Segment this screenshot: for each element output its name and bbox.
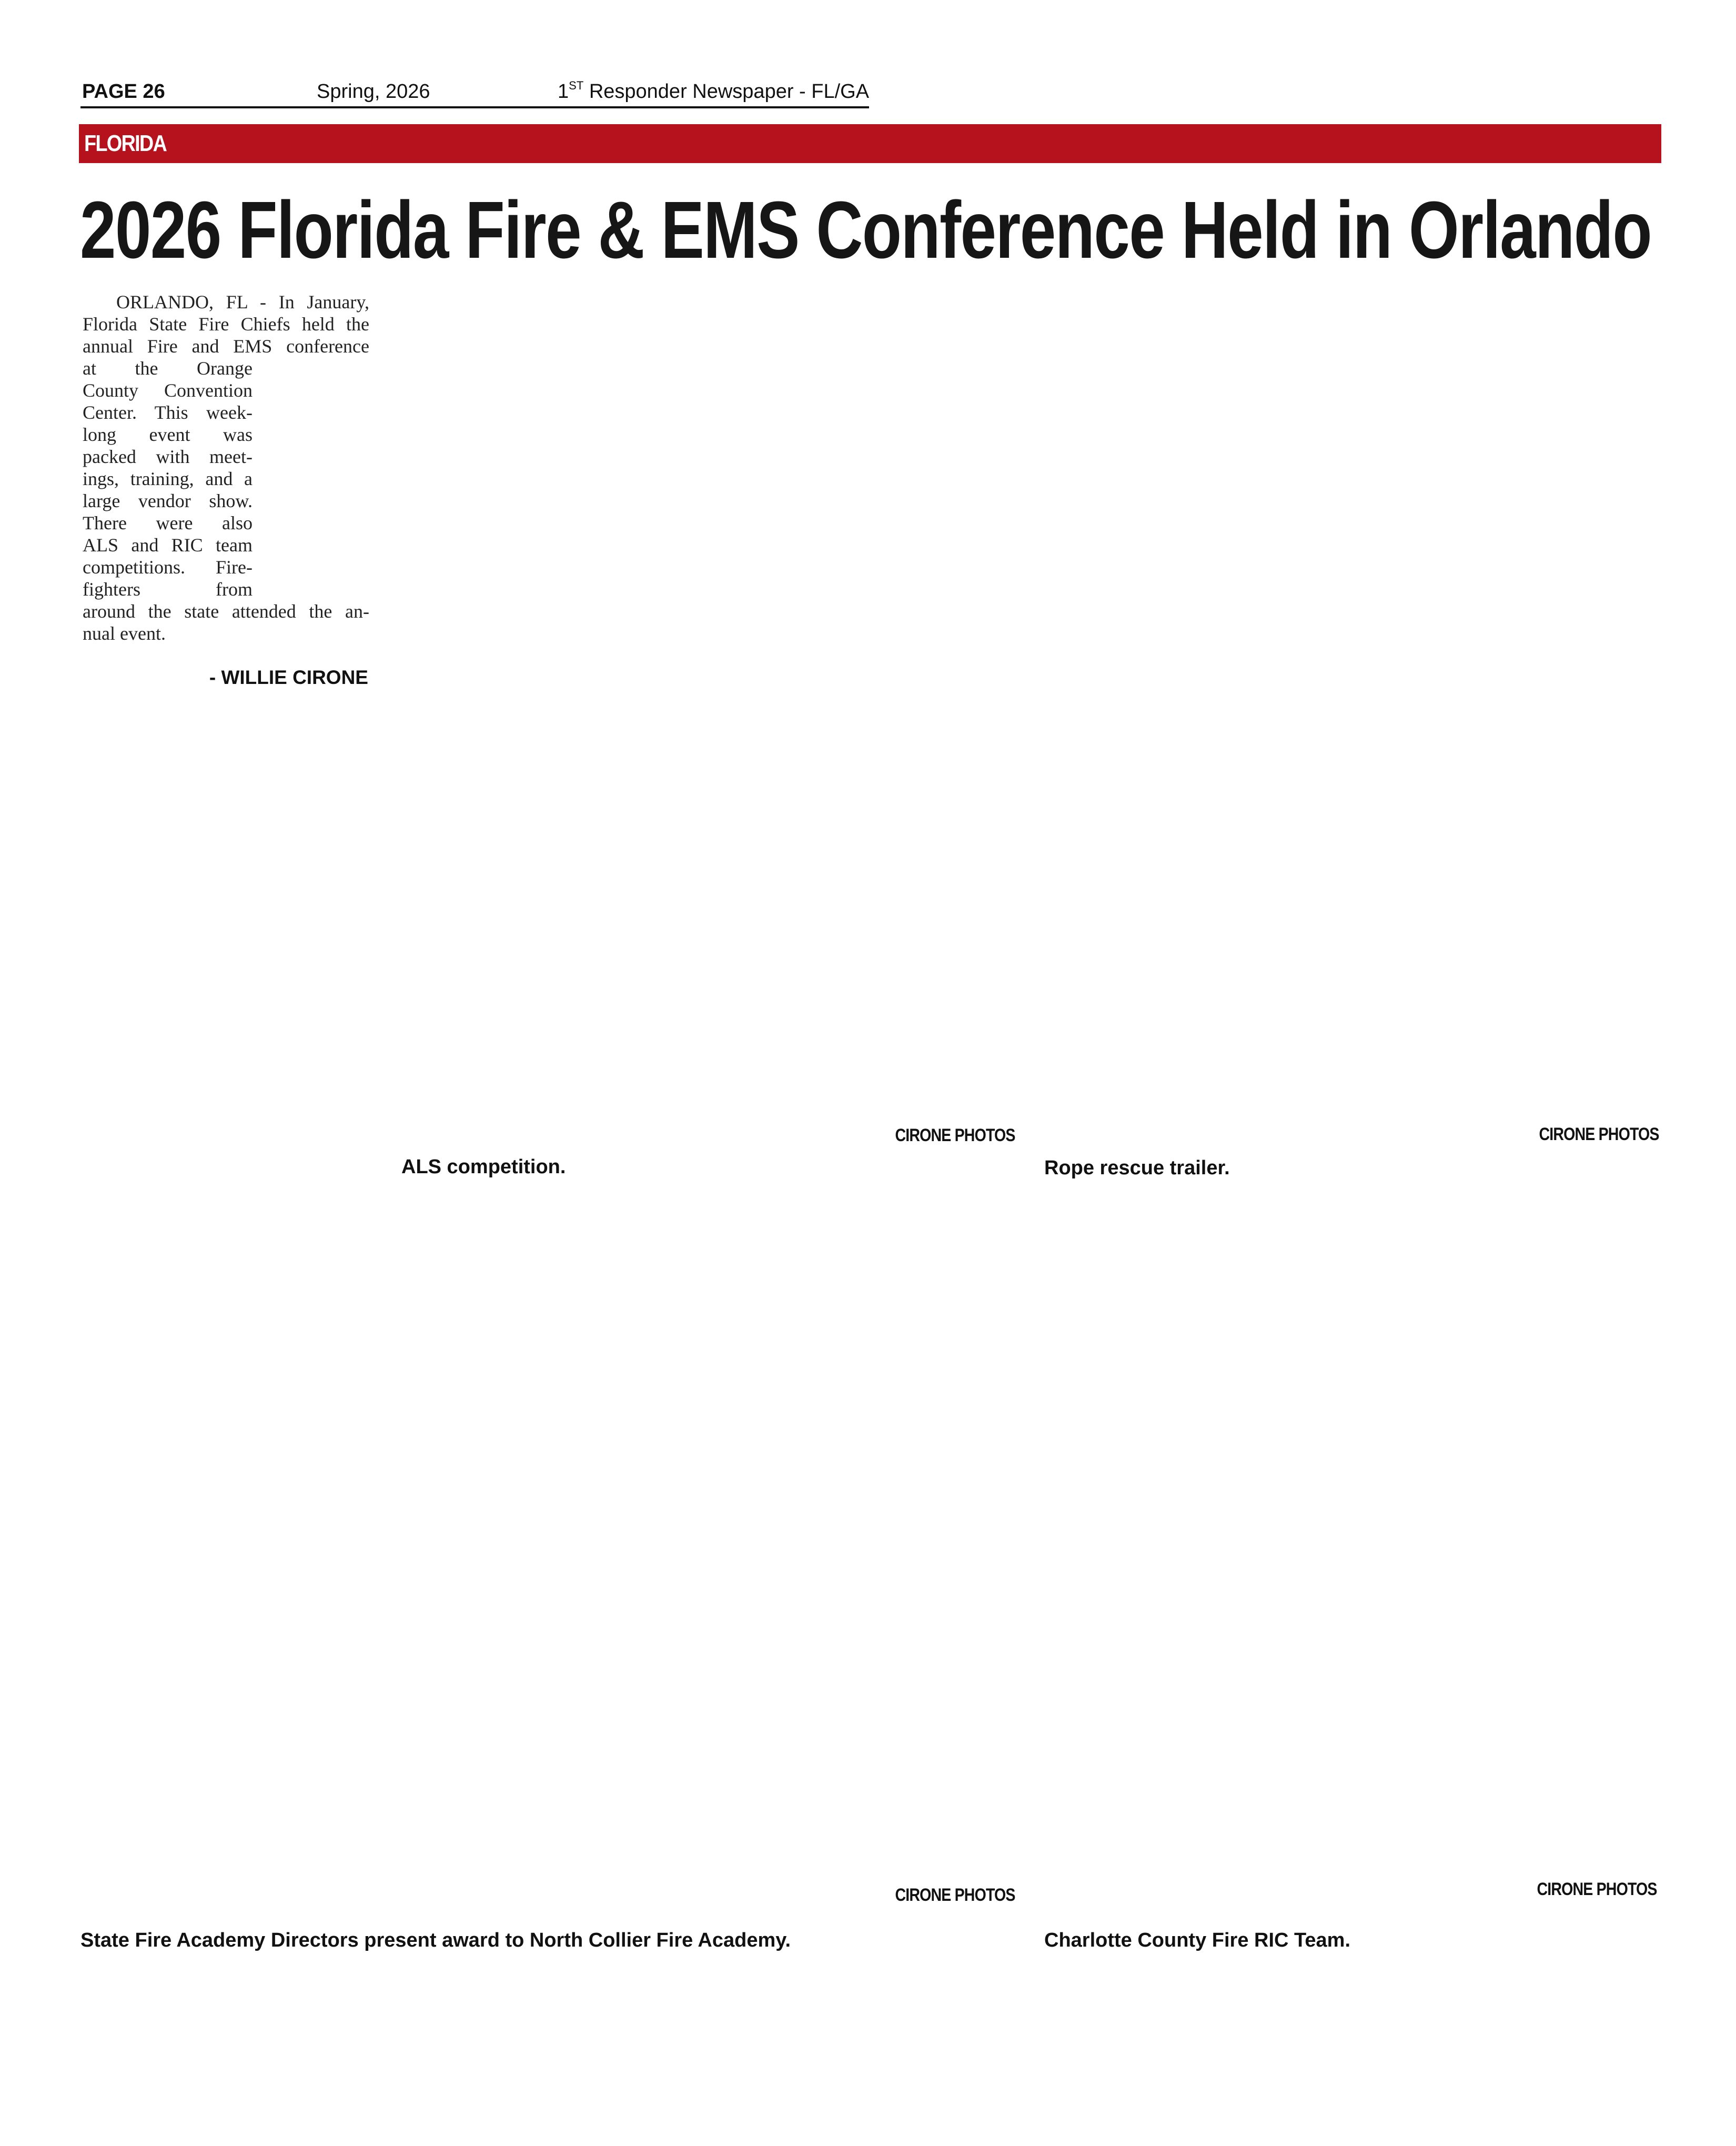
body-line: Center. This week-: [83, 402, 253, 423]
photo-credit: CIRONE PHOTOS: [1537, 1879, 1657, 1899]
issue-date: Spring, 2026: [317, 80, 430, 103]
body-line: ALS and RIC team: [83, 535, 253, 556]
photo-caption: Rope rescue trailer.: [1044, 1157, 1230, 1179]
photo-caption: Charlotte County Fire RIC Team.: [1044, 1929, 1351, 1951]
body-line: around the state attended the an-: [83, 601, 369, 622]
body-line: ORLANDO, FL - In January,: [116, 291, 369, 313]
photo-caption: State Fire Academy Directors present award to North Collier Fire Academy.: [80, 1929, 791, 1951]
body-line: at the Orange: [83, 358, 253, 379]
body-line: annual Fire and EMS conference: [83, 336, 369, 357]
section-label: FLORIDA: [84, 130, 167, 156]
publication-name: [558, 80, 869, 103]
publication-prefix: 1: [558, 80, 569, 103]
body-line: County Convention: [83, 380, 253, 401]
photo-caption: ALS competition.: [401, 1156, 566, 1178]
photo-credit: CIRONE PHOTOS: [895, 1885, 1015, 1905]
body-line: large vendor show.: [83, 490, 253, 511]
body-line: ings, training, and a: [83, 468, 253, 489]
section-banner: [79, 124, 1661, 163]
body-line: nual event.: [83, 623, 166, 644]
article-byline: - WILLIE CIRONE: [209, 667, 368, 688]
publication-title: Responder Newspaper - FL/GA: [583, 80, 870, 103]
body-line: There were also: [83, 512, 253, 533]
photo-credit: CIRONE PHOTOS: [1539, 1124, 1659, 1144]
body-line: long event was: [83, 424, 253, 445]
photo-credit: CIRONE PHOTOS: [895, 1125, 1015, 1145]
body-line: packed with meet-: [83, 446, 253, 467]
page-number: PAGE 26: [82, 80, 165, 103]
article-body: [83, 291, 369, 644]
publication-superscript: ST: [569, 79, 584, 92]
body-line: fighters from: [83, 579, 253, 600]
body-line: Florida State Fire Chiefs held the: [83, 314, 369, 335]
header-rule: [80, 106, 869, 108]
article-headline: 2026 Florida Fire & EMS Conference Held in Orlando: [80, 185, 1652, 275]
body-line: competitions. Fire-: [83, 557, 253, 578]
